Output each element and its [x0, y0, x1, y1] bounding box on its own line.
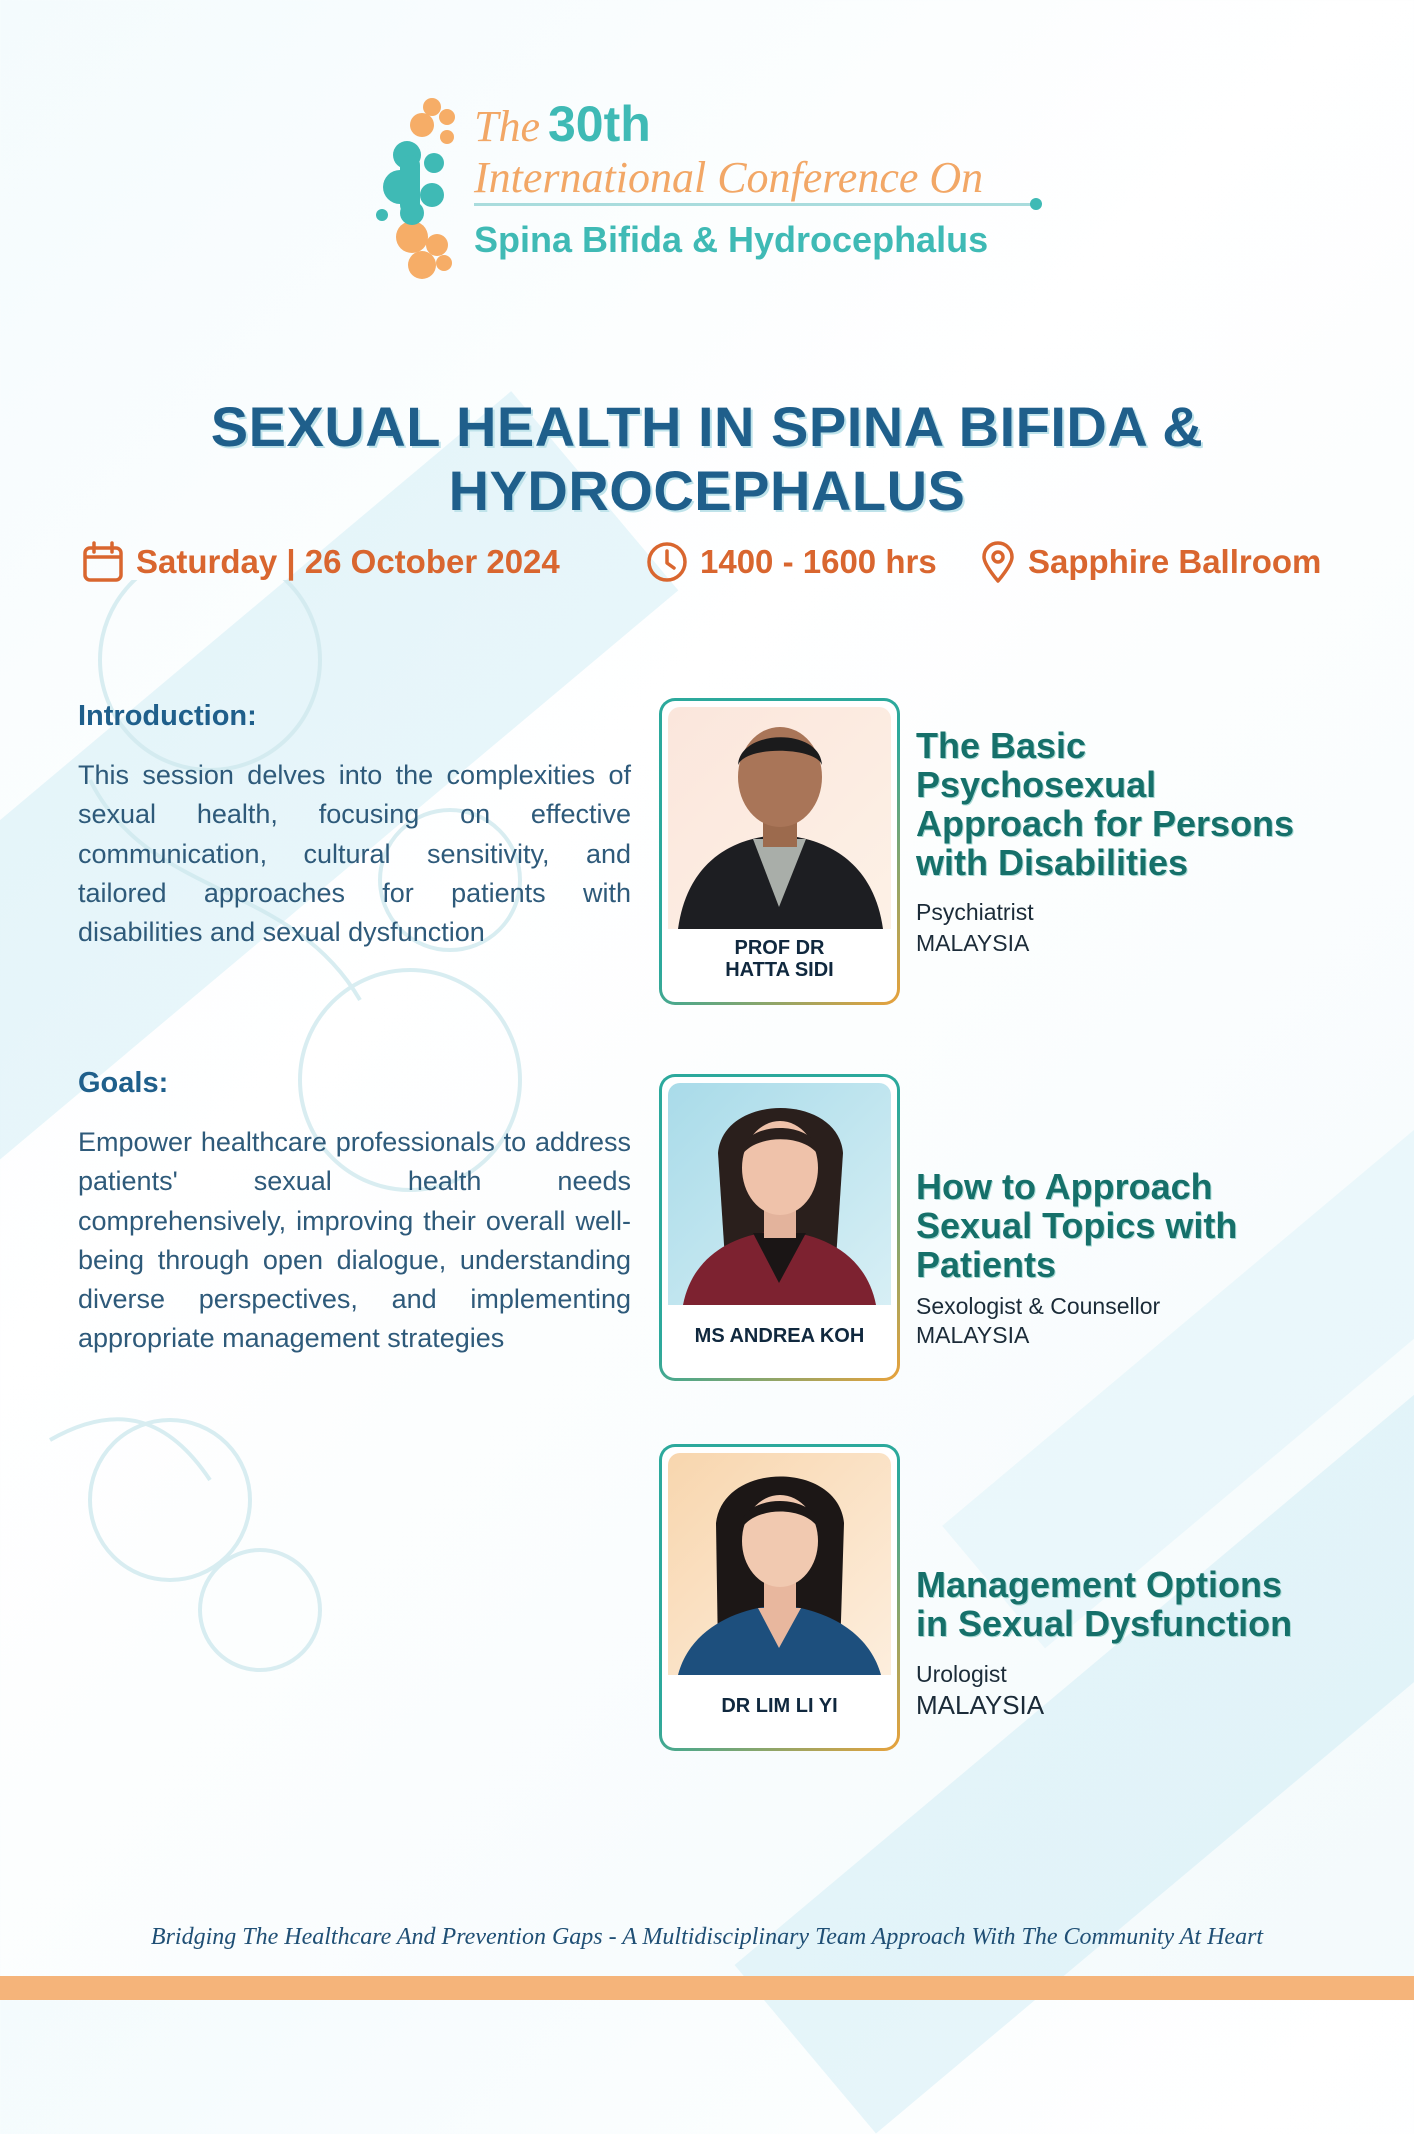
goals-heading: Goals: — [78, 1067, 169, 1099]
speaker-name: MS ANDREA KOH — [694, 1325, 865, 1347]
talk-title-line: How to Approach — [916, 1166, 1213, 1207]
speaker-country: MALAYSIA — [916, 1322, 1030, 1348]
speaker-role: Psychiatrist — [916, 899, 1034, 925]
talk-title-line: The Basic — [916, 725, 1087, 766]
speaker-card-lim-li-yi — [659, 1444, 900, 1751]
event-venue — [980, 537, 1321, 587]
conference-logo — [372, 95, 1052, 285]
page-title-line1: SEXUAL HEALTH IN SPINA BIFIDA & — [210, 395, 1204, 458]
speaker-name-line2: HATTA SIDI — [725, 959, 834, 981]
speaker-name — [662, 937, 897, 981]
talk-title-line: Psychosexual — [916, 764, 1157, 805]
logo-mark-icon — [372, 95, 467, 280]
talk-title-line: in Sexual Dysfunction — [916, 1603, 1293, 1644]
logo-divider-line — [474, 203, 1034, 206]
speaker-name-line1: PROF DR — [734, 937, 825, 959]
speaker-photo — [668, 1453, 891, 1675]
logo-conference-line: International Conference On — [474, 153, 984, 202]
goals-text: Empower healthcare professionals to address patients' sexual health needs comprehensively, improving their overall well-being through open dialogue, understanding diverse perspectives, and implementing appropriate management strategies — [78, 1127, 631, 1354]
talk-title-line: with Disabilities — [916, 842, 1189, 883]
talk-title-line: Approach for Persons — [916, 803, 1295, 844]
speaker-photo — [668, 707, 891, 929]
talk-title — [916, 1565, 1292, 1643]
clock-icon — [646, 541, 688, 583]
logo-edition-number: 30th — [548, 96, 651, 152]
speaker-card-hatta-sidi — [659, 698, 900, 1005]
event-date-text: Saturday | 26 October 2024 — [136, 543, 560, 580]
speaker-name: DR LIM LI YI — [721, 1695, 838, 1717]
event-time — [646, 537, 937, 587]
speaker-role: Urologist — [916, 1661, 1007, 1687]
logo-subject-line: Spina Bifida & Hydrocephalus — [474, 219, 989, 260]
talk-title — [916, 726, 1294, 882]
speaker-country: MALAYSIA — [916, 1690, 1045, 1720]
page-title-line2: HYDROCEPHALUS — [448, 459, 966, 522]
talk-title-line: Management Options — [916, 1564, 1283, 1605]
speaker-photo — [668, 1083, 891, 1305]
logo-divider-dot — [1030, 198, 1042, 210]
footer-tagline: Bridging The Healthcare And Prevention Gaps - A Multidisciplinary Team Approach With The Community At Heart — [150, 1924, 1264, 1950]
event-date — [82, 537, 560, 587]
event-venue-text: Sapphire Ballroom — [1028, 543, 1322, 580]
logo-the-text: The — [474, 102, 540, 151]
introduction-heading: Introduction: — [78, 700, 257, 732]
introduction-text: This session delves into the complexities of sexual health, focusing on effective communication, cultural sensitivity, and tailored approaches for patients with disabilities and sexual dysfunction — [78, 760, 631, 948]
talk-title-line: Patients — [916, 1244, 1057, 1285]
speaker-card-andrea-koh — [659, 1074, 900, 1381]
speaker-role: Sexologist & Counsellor — [916, 1293, 1161, 1319]
location-pin-icon — [980, 541, 1016, 583]
calendar-icon — [82, 541, 124, 583]
speaker-country: MALAYSIA — [916, 930, 1030, 956]
talk-title-line: Sexual Topics with — [916, 1205, 1238, 1246]
footer-bar — [0, 1976, 1414, 2000]
talk-title — [916, 1167, 1237, 1284]
event-time-text: 1400 - 1600 hrs — [700, 543, 937, 580]
